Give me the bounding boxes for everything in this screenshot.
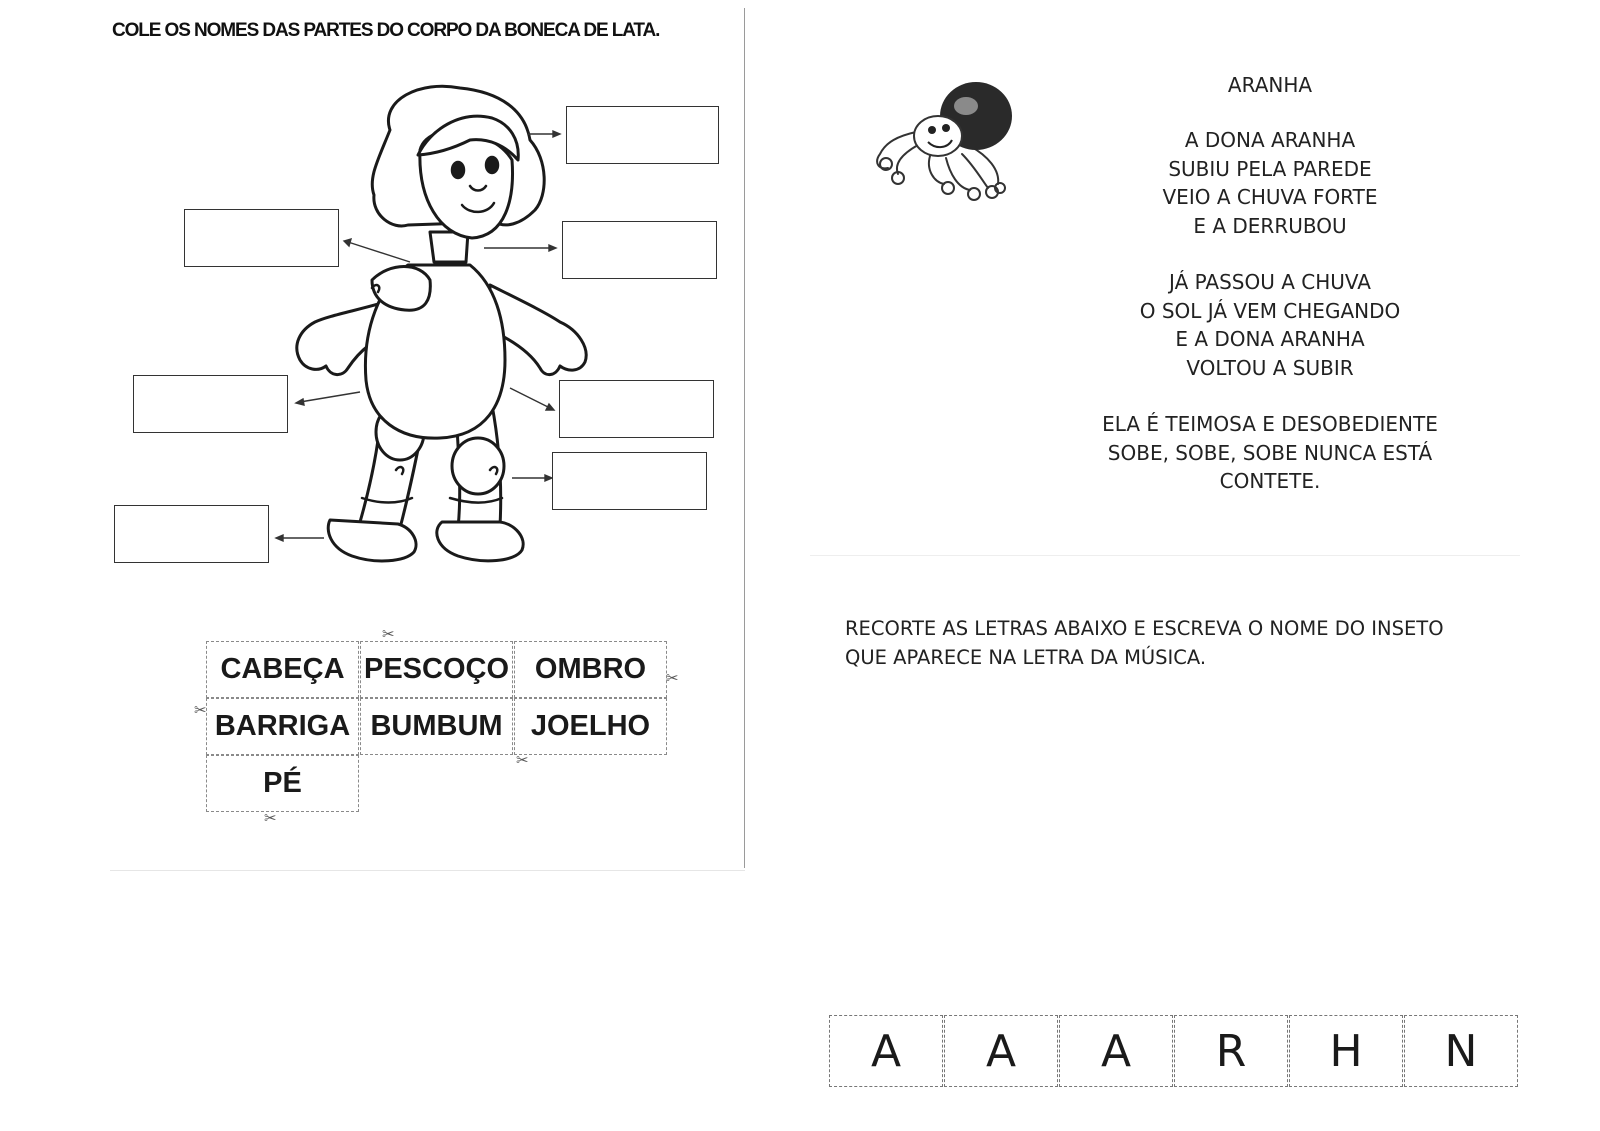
instruction (845, 614, 1505, 672)
page-bottom-edge (110, 870, 745, 871)
poem-line: O SOL JÁ VEM CHEGANDO (1139, 298, 1401, 323)
instruction-line: QUE APARECE NA LETRA DA MÚSICA. (845, 646, 1207, 669)
scissors-icon: ✂ (194, 701, 207, 719)
poem-line: JÁ PASSOU A CHUVA (1169, 270, 1371, 294)
poem-stanza (1050, 268, 1490, 382)
letter-card: N (1404, 1015, 1518, 1087)
poem-stanza (1050, 410, 1490, 496)
scissors-icon: ✂ (382, 625, 395, 643)
answer-box-2 (184, 209, 339, 267)
word-card: PESCOÇO (360, 641, 513, 698)
instruction-line: RECORTE AS LETRAS ABAIXO E ESCREVA O NOME DO INSETO (845, 617, 1444, 640)
page-divider (744, 8, 745, 868)
poem-line: SOBE, SOBE, SOBE NUNCA ESTÁ (1107, 440, 1433, 465)
poem-line: ELA É TEIMOSA E DESOBEDIENTE (1102, 412, 1438, 436)
letter-card: H (1289, 1015, 1403, 1087)
answer-box-1 (566, 106, 719, 164)
poem-title: ARANHA (1227, 73, 1313, 97)
letter-card: A (944, 1015, 1058, 1087)
word-card: BUMBUM (360, 698, 513, 755)
answer-box-7 (114, 505, 269, 563)
poem-line: SUBIU PELA PAREDE (1168, 156, 1372, 181)
poem (1050, 70, 1490, 524)
letter-card: R (1174, 1015, 1288, 1087)
answer-box-5 (559, 380, 714, 438)
poem-line: VEIO A CHUVA FORTE (1162, 185, 1378, 209)
word-card: PÉ (206, 755, 359, 812)
poem-line: E A DERRUBOU (1193, 213, 1347, 238)
scissors-icon: ✂ (264, 809, 277, 827)
spider-drawing (858, 70, 1038, 230)
answer-box-6 (552, 452, 707, 510)
answer-box-3 (562, 221, 717, 279)
letter-card: A (829, 1015, 943, 1087)
scissors-icon: ✂ (666, 669, 679, 687)
word-card: JOELHO (514, 698, 667, 755)
doll-drawing (0, 0, 744, 600)
section-divider (810, 555, 1520, 556)
worksheet-title: COLE OS NOMES DAS PARTES DO CORPO DA BONECA DE LATA. (112, 20, 660, 41)
poem-line: A DONA ARANHA (1184, 128, 1356, 152)
poem-line: E A DONA ARANHA (1175, 327, 1365, 351)
word-card: BARRIGA (206, 698, 359, 755)
letter-card: A (1059, 1015, 1173, 1087)
poem-line: CONTETE. (1219, 469, 1321, 493)
poem-line: VOLTOU A SUBIR (1186, 355, 1354, 380)
poem-stanza (1050, 126, 1490, 240)
answer-box-4 (133, 375, 288, 433)
word-card: OMBRO (514, 641, 667, 698)
scissors-icon: ✂ (516, 751, 529, 769)
word-card: CABEÇA (206, 641, 359, 698)
